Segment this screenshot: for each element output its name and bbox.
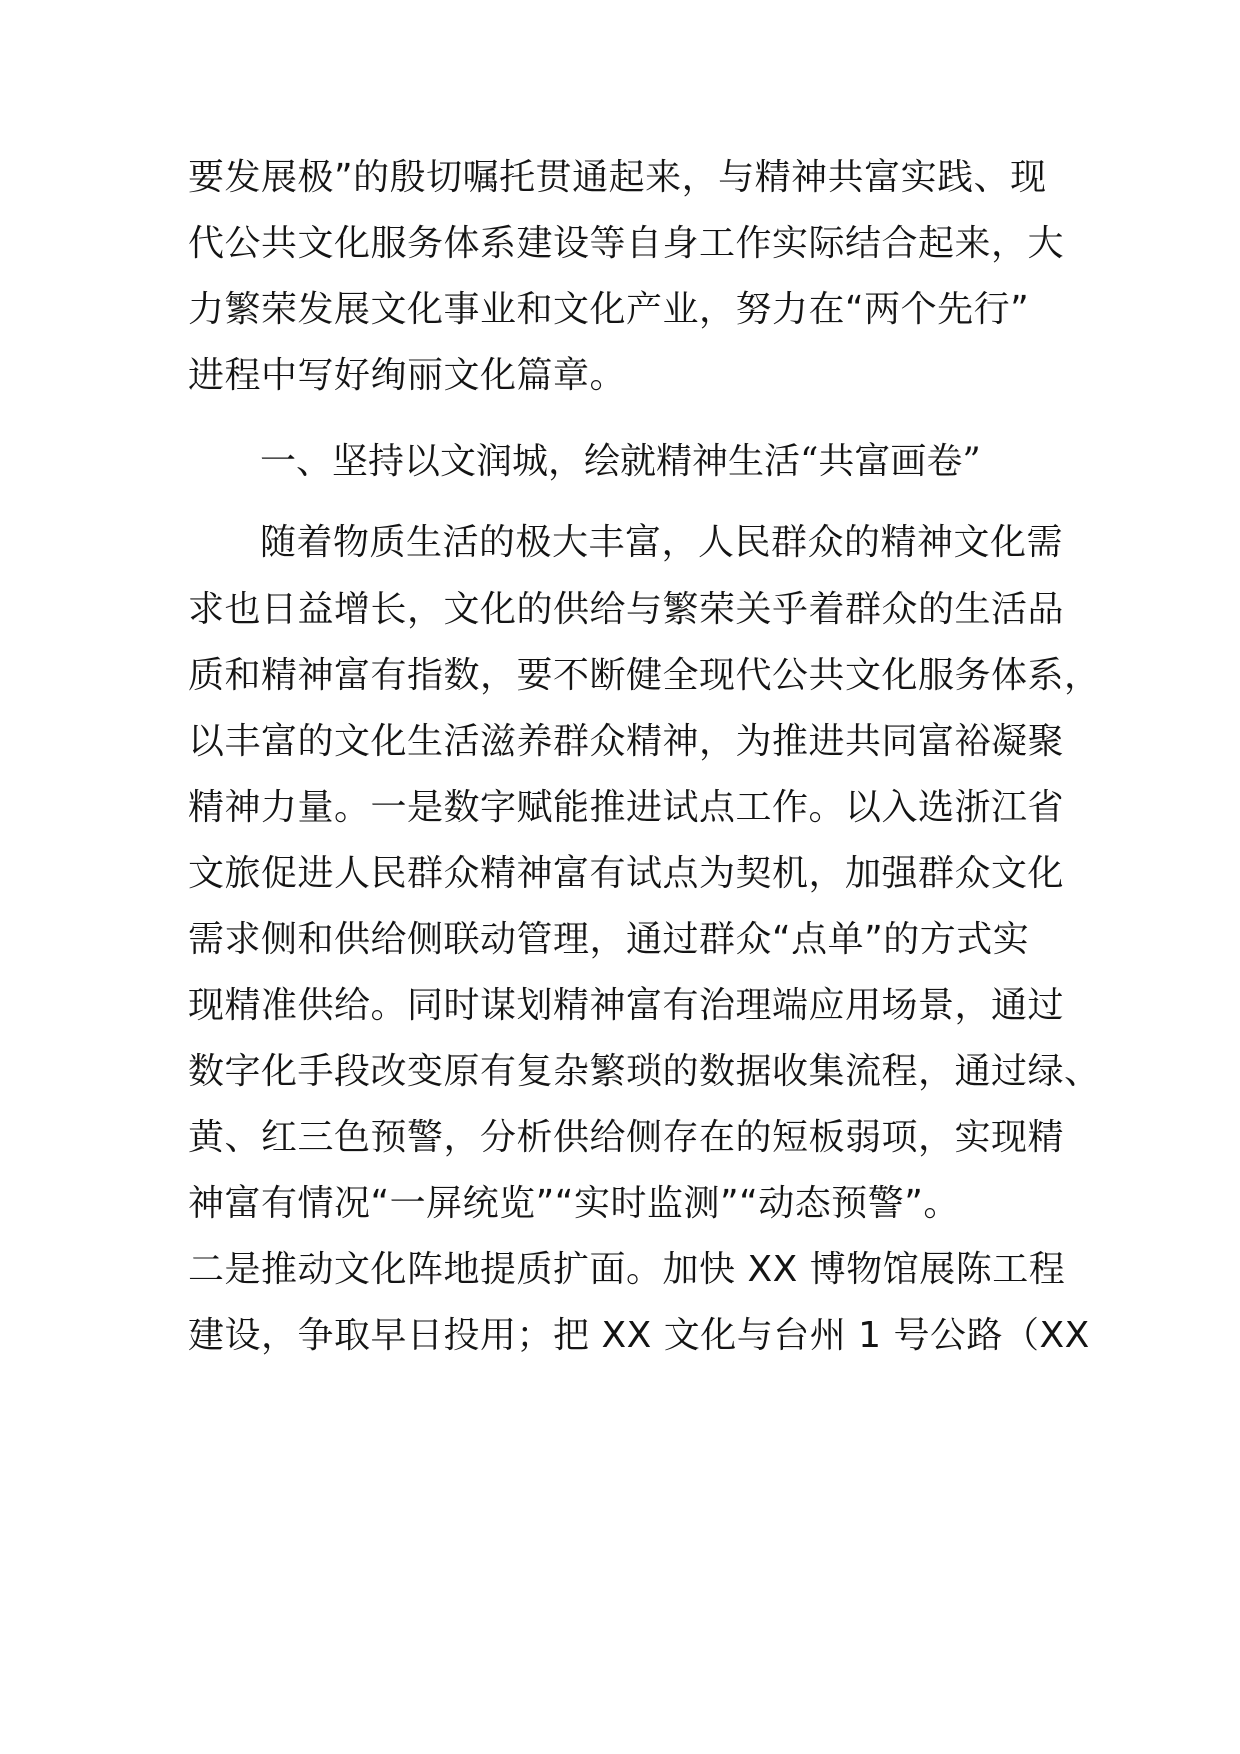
paragraph-2-line-8: 现精准供给。同时谋划精神富有治理端应用场景，通过: [188, 985, 1065, 1026]
paragraph-2-line-7: 需求侧和供给侧联动管理，通过群众“点单”的方式实: [188, 919, 1030, 960]
paragraph-2-line-1: 随着物质生活的极大丰富，人民群众的精神文化需: [260, 522, 1064, 563]
paragraph-1-line-4: 进程中写好绚丽文化篇章。: [188, 355, 627, 396]
paragraph-2-line-6: 文旅促进人民群众精神富有试点为契机，加强群众文化: [188, 853, 1065, 894]
paragraph-2-line-13: 建设，争取早日投用；把 XX 文化与台州 1 号公路（XX: [188, 1315, 1090, 1356]
paragraph-1-line-2: 代公共文化服务体系建设等自身工作实际结合起来，大: [188, 223, 1065, 264]
paragraph-1-line-3: 力繁荣发展文化事业和文化产业，努力在“两个先行”: [188, 289, 1030, 330]
paragraph-2-line-9: 数字化手段改变原有复杂繁琐的数据收集流程，通过绿、: [188, 1051, 1101, 1092]
paragraph-2-line-11: 神富有情况“一屏统览”“实时监测”“动态预警”。: [188, 1183, 960, 1224]
paragraph-2-line-5: 精神力量。一是数字赋能推进试点工作。以入选浙江省: [188, 787, 1065, 828]
paragraph-1-line-1: 要发展极”的殷切嘱托贯通起来，与精神共富实践、现: [188, 157, 1047, 198]
paragraph-2-line-4: 以丰富的文化生活滋养群众精神，为推进共同富裕凝聚: [188, 721, 1065, 762]
paragraph-2-line-2: 求也日益增长，文化的供给与繁荣关乎着群众的生活品: [188, 589, 1065, 630]
paragraph-2-line-12: 二是推动文化阵地提质扩面。加快 XX 博物馆展陈工程: [188, 1249, 1066, 1290]
paragraph-2-line-3: 质和精神富有指数，要不断健全现代公共文化服务体系，: [188, 655, 1101, 696]
section-heading: 一、坚持以文润城，绘就精神生活“共富画卷”: [260, 441, 981, 482]
paragraph-2-line-10: 黄、红三色预警，分析供给侧存在的短板弱项，实现精: [188, 1117, 1065, 1158]
